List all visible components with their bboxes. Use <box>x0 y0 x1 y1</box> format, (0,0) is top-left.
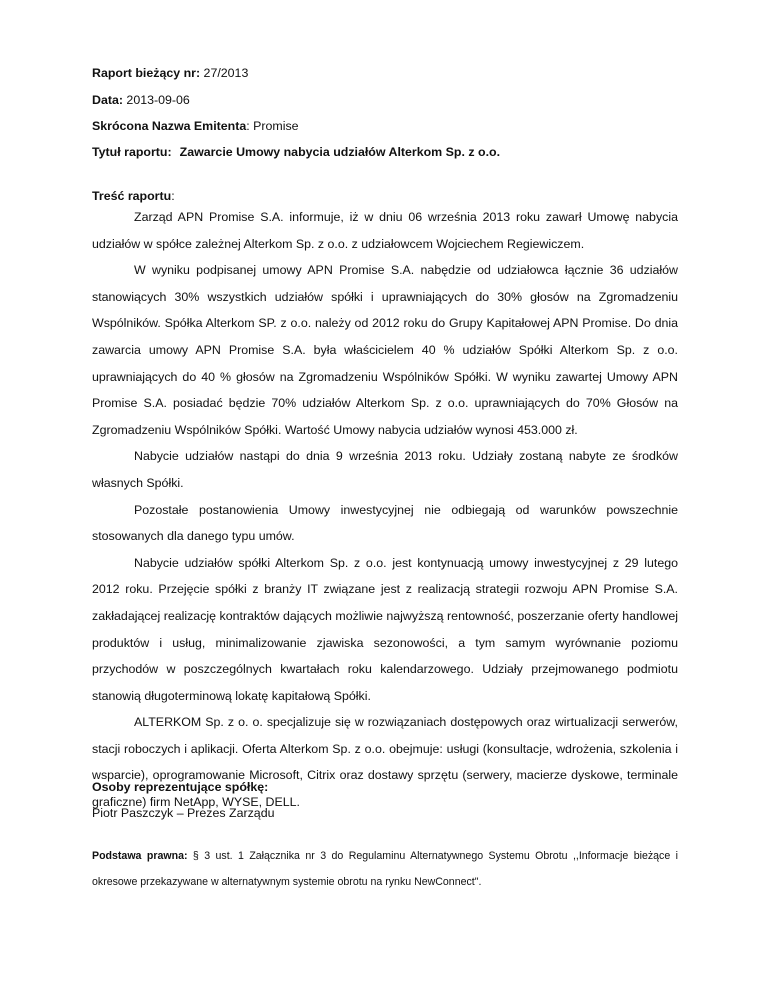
report-body <box>92 204 678 816</box>
body-paragraph: ALTERKOM Sp. z o. o. specjalizuje się w rozwiązaniach dostępowych oraz wirtualizacji serwerów, stacji roboczych i aplikacji. Oferta Alterkom Sp. z o.o. obejmuje: usługi (konsultacje, wdrożenia, szkolenia i wsparcie), oprogramowanie Microsoft, Citrix oraz dostawy sprzętu (serwery, macierze dyskowe, terminale graficzne) firm NetApp, WYSE, DELL. <box>92 715 678 810</box>
representatives-heading <box>92 780 268 794</box>
body-paragraph: Nabycie udziałów spółki Alterkom Sp. z o.o. jest kontynuacją umowy inwestycyjnej z 29 lutego 2012 roku. Przejęcie spółki z branży IT związane jest z realizacją strategii rozwoju APN Promise S.A. zakładającej realizację kontraktów dających możliwie najwyższą rentowność, poszerzanie oferty handlowej produktów i usług, minimalizowanie zjawiska sezonowości, a tym samym wyrównanie poziomu przychodów w poszczególnych kwartałach roku kalendarzowego. Udziały przejmowanego podmiotu stanowią długoterminową lokatę kapitałową Spółki. <box>92 555 678 703</box>
body-paragraph: Zarząd APN Promise S.A. informuje, iż w dniu 06 września 2013 roku zawarł Umowę nabycia udziałów w spółce zależnej Alterkom Sp. z o.o. z udziałowcem Wojciechem Regiewiczem. <box>92 210 678 251</box>
body-paragraph: Nabycie udziałów nastąpi do dnia 9 września 2013 roku. Udziały zostaną nabyte ze środków własnych Spółki. <box>92 449 678 490</box>
date-value: 2013-09-06 <box>122 93 190 107</box>
issuer-value: : Promise <box>246 119 299 133</box>
representative-person: Piotr Paszczyk – Prezes Zarządu <box>92 806 275 820</box>
report-number-line <box>92 66 248 80</box>
report-title-line <box>92 145 500 159</box>
issuer-label: Skrócona Nazwa Emitenta <box>92 119 247 133</box>
content-label: Treść raportu <box>92 189 172 203</box>
representatives-label: Osoby reprezentujące spółkę: <box>92 780 269 794</box>
body-paragraph: Pozostałe postanowienia Umowy inwestycyjnej nie odbiegają od warunków powszechnie stosowanych dla danego typu umów. <box>92 502 678 544</box>
issuer-line <box>92 119 299 133</box>
content-label-suffix: : <box>171 189 175 203</box>
report-number-label: Raport bieżący nr: <box>92 66 201 80</box>
report-title-label: Tytuł raportu: <box>92 145 172 159</box>
date-line <box>92 93 190 107</box>
legal-basis-label: Podstawa prawna: <box>92 850 188 862</box>
report-title-value: Zawarcie Umowy nabycia udziałów Alterkom Sp. z o.o. <box>179 145 501 159</box>
report-number-value: 27/2013 <box>200 66 249 80</box>
date-label: Data: <box>92 93 123 107</box>
legal-basis <box>92 843 678 895</box>
legal-basis-text: § 3 ust. 1 Załącznika nr 3 do Regulaminu Alternatywnego Systemu Obrotu ,,Informacje bieżące i okresowe przekazywane w alternatywnym systemie obrotu na rynku NewConnect". <box>92 850 678 888</box>
body-paragraph: W wyniku podpisanej umowy APN Promise S.A. nabędzie od udziałowca łącznie 36 udziałów stanowiących 30% wszystkich udziałów spółki i uprawniających do 30% głosów na Zgromadzeniu Wspólników. Spółka Alterkom SP. z o.o. należy od 2012 roku do Grupy Kapitałowej APN Promise. Do dnia zawarcia umowy APN Promise S.A. była właścicielem 40 % udziałów Spółki Alterkom Sp. z o.o. uprawniających do 40 % głosów na Zgromadzeniu Wspólników Spółki. W wyniku zawartej Umowy APN Promise S.A. posiadać będzie 70% udziałów Alterkom Sp. z o.o. uprawniających do 70% Głosów na Zgromadzeniu Wspólników Spółki. Wartość Umowy nabycia udziałów wynosi 453.000 zł. <box>92 263 678 437</box>
content-heading <box>92 189 175 203</box>
